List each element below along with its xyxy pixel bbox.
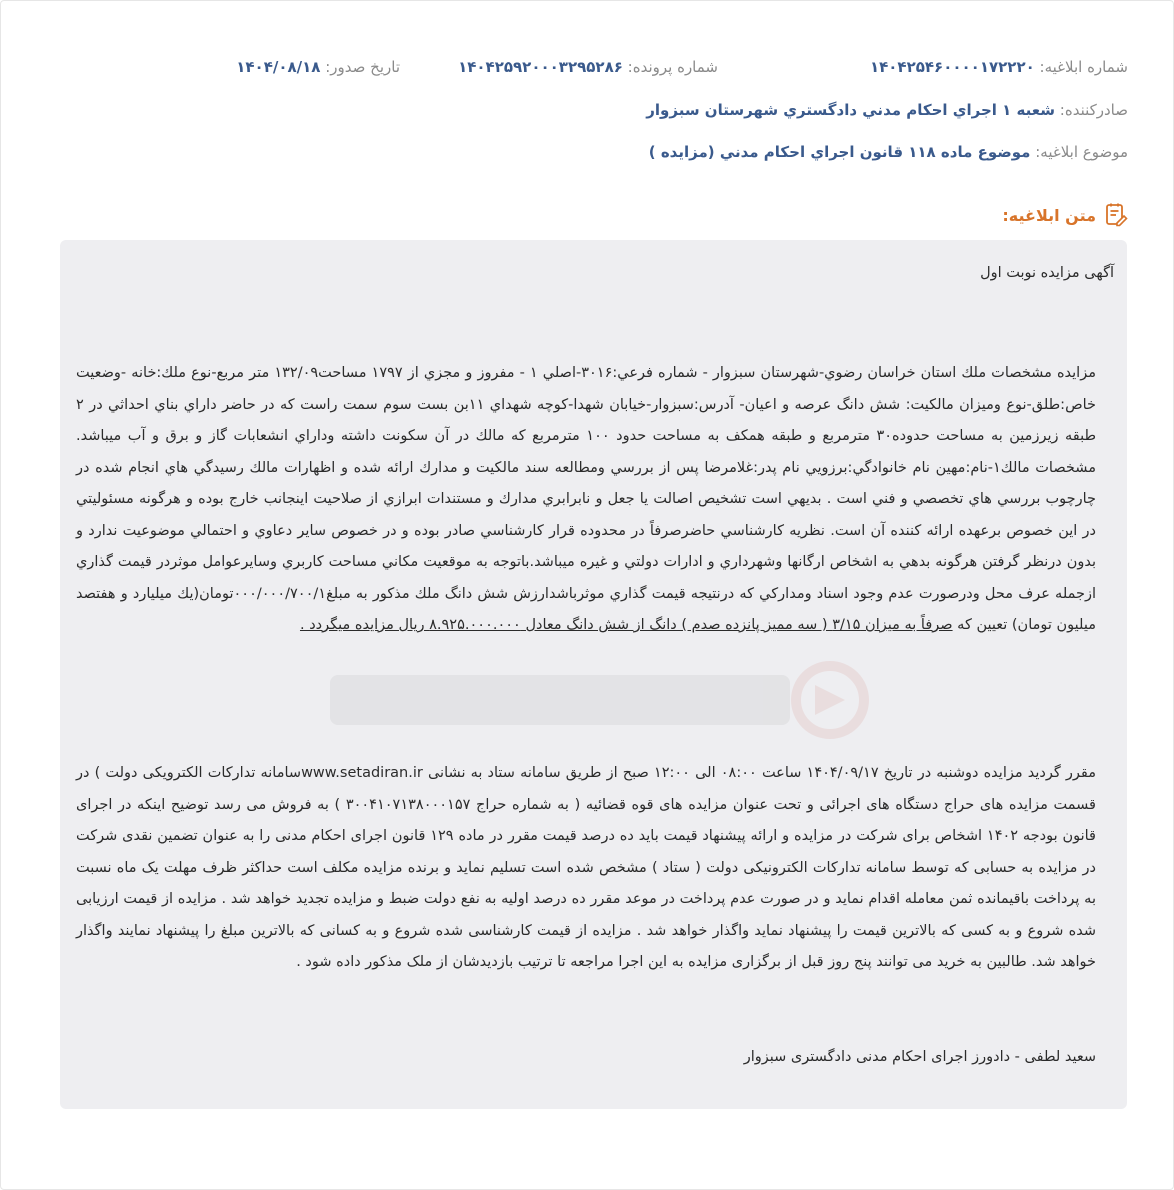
notice-text-section-title — [1002, 202, 1128, 228]
issue-date-label: تاریخ صدور: — [325, 58, 400, 76]
case-number-value: ۱۴۰۴۲۵۹۲۰۰۰۳۲۹۵۲۸۶ — [458, 58, 623, 76]
subject-row — [40, 143, 1128, 161]
issue-date — [236, 58, 400, 76]
auction-details-paragraph — [76, 358, 1096, 642]
subject-label: موضوع ابلاغیه: — [1035, 143, 1128, 161]
document-edit-icon — [1104, 202, 1128, 228]
section-title-text: متن ابلاغیه: — [1002, 205, 1096, 225]
issuer-row — [40, 101, 1128, 119]
issue-date-value: ۱۴۰۴/۰۸/۱۸ — [236, 58, 321, 76]
auction-terms-paragraph: مقرر گردید مزایده دوشنبه در تاریخ ۱۴۰۴/۰۹/۱۷ ساعت ۰۸:۰۰ الی ۱۲:۰۰ صبح از طریق سامانه ستاد به نشانی www.setadiran.irسامانه تدارکات الکترویکی دولت ) در قسمت مزایده های حراج دستگاه های اجرائی و تحت عنوان مزایده های قوه قضائیه ( به شماره حراج ۳۰۰۴۱۰۷۱۳۸۰۰۰۱۵۷ ) به فروش می رسد توضیح اینکه در اجرای قانون بودجه ۱۴۰۲ اشخاص برای شرکت در مزایده و ارائه پیشنهاد قیمت باید ده درصد قیمت مقرر در ماده ۱۲۹ قانون اجرای احکام مدنی را به عنوان تضمین نقدی شرکت در مزایده به حسابی که توسط سامانه تدارکات الکترونیکی دولت ( ستاد ) مشخص شده است تسلیم نماید و برنده مزایده مکلف است حداکثر ظرف مهلت یک ماه نسبت به پرداخت باقیمانده ثمن معامله اقدام نماید و در صورت عدم پرداخت در موعد مقرر ده درصد اولیه به نفع دولت ضبط و مزایده تجدید خواهد شد . مزایده از قیمت ارزیابی شده شروع و به کسی که بالاترین قیمت را پیشنهاد نماید واگذار خواهد شد . مزایده از قیمت کارشناسی شده شروع و به کسانی که بالاترین مبلغ را پیشنهاد نمایند واگذار خواهد شد. طالبین به خرید می توانند پنج روز قبل از برگزاری مزایده به این اجرا مراجعه تا ترتیب بازدیدشان از ملک مذکور داده شود . — [76, 765, 1096, 970]
issuer-value: شعبه ۱ اجراي احكام مدني دادگستري شهرستان سبزوار — [646, 101, 1055, 119]
case-number-label: شماره پرونده: — [627, 58, 718, 76]
notice-heading: آگهی مزایده نوبت اول — [980, 265, 1114, 281]
issuer-label: صادرکننده: — [1059, 101, 1128, 119]
subject-value: موضوع ماده ۱۱۸ قانون اجراي احكام مدني (مزايده ) — [648, 143, 1031, 161]
case-number — [458, 58, 718, 76]
notice-number — [870, 58, 1128, 76]
notice-meta-row — [40, 58, 1128, 82]
notice-number-value: ۱۴۰۴۲۵۴۶۰۰۰۰۱۷۲۲۲۰ — [869, 58, 1035, 76]
auction-share-text: صرفاً به میزان ۳/۱۵ ( سه ممیز پانزده صدم ) دانگ از شش دانگ معادل ۸.۹۲۵.۰۰۰.۰۰۰ ریال مزایده میگردد . — [299, 617, 953, 633]
notice-number-label: شماره ابلاغیه: — [1039, 58, 1128, 76]
auction-details-text: مزايده مشخصات ملك استان خراسان رضوي-شهرستان سبزوار - شماره فرعي:۳۰۱۶-اصلي ۱ - مفروز و مجزي از ۱۷۹۷ مساحت۱۳۲/۰۹ متر مربع-نوع ملك:خانه -وضعيت خاص:طلق-نوع وميزان مالكيت: شش دانگ عرصه و اعيان- آدرس:سبزوار-خيابان شهدا-كوچه شهداي ۱۱بن بست سوم سمت راست كه در حاضر داراي بناي احداثي در ۲ طبقه زيرزمين به مساحت حدوده۳۰ مترمربع و طبقه همكف به مساحت حدود ۱۰۰ مترمربع كه مالك در آن سكونت داشته وداراي انشعابات گاز و برق و آب ميباشد. مشخصات مالك۱-نام:مهين نام خانوادگي:برزويي نام پدر:غلامرضا پس از بررسي ومطالعه سند مالكيت و مدارك ارائه شده و اظهارات مالك رسيدگي هاي انجام شده در چارچوب بررسي هاي تخصصي و فني است . بديهي است تشخيص اصالت يا جعل و نابرابري مدارك و مستندات ابرازي از صلاحيت اينجانب خارج بوده و هرگونه مسئوليتي در اين خصوص برعهده ارائه كننده آن است. نظريه كارشناسي حاضرصرفاً در محدوده قرار كارشناسي صادر بوده و در خصوص ساير دعاوي و احتمالي موضوعيت ندارد و بدون درنظر گرفتن هرگونه بدهي به اشخاص ارگانها وشهرداري و ادارات دولتي و غيره ميباشد.باتوجه به موقعيت مكاني مساحت كاربري وسايرعوامل موثردر قيمت گذاري ازجمله عرف محل ودرصورت عدم وجود اسناد ومداركي كه درنتيجه قيمت گذاري موثرباشدارزش شش دانگ ملك مذكور به مبلغ۰۰۰/۰۰۰/۷۰۰/۱تومان(يك ميليارد و هفتصد ميليون تومان) تعيين كه — [76, 365, 1096, 633]
signature: سعید لطفی - دادورز اجرای احکام مدنی دادگستری سبزوار — [743, 1049, 1096, 1065]
watermark-logo — [310, 640, 870, 760]
